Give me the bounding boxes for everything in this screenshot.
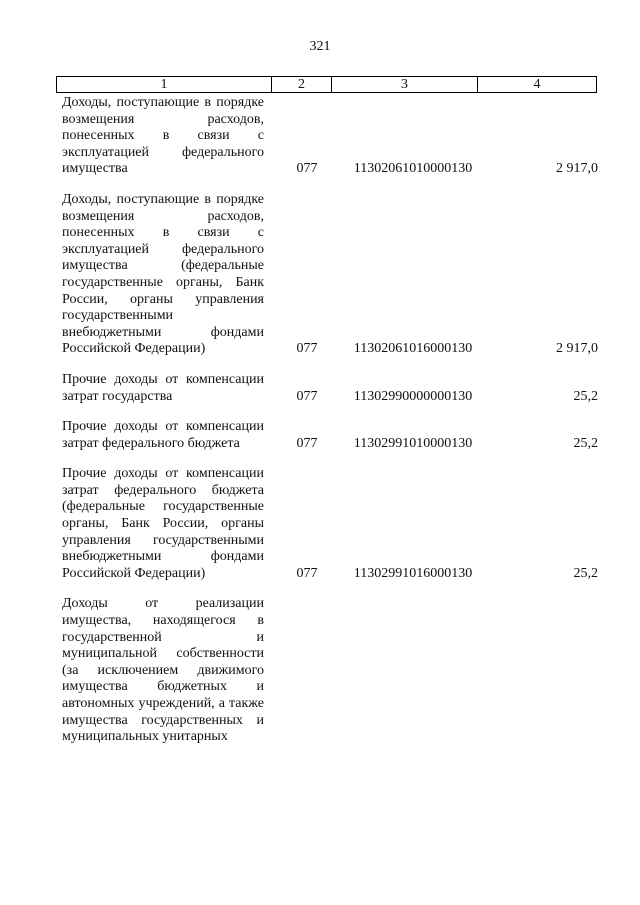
row-amount: 25,2 <box>573 435 598 451</box>
table-row <box>62 419 598 452</box>
header-col-1: 1 <box>57 77 272 92</box>
row-amount: 25,2 <box>573 388 598 404</box>
row-description: Прочие доходы от компенсации затрат федерального бюджета (федеральные государственные органы, Банк России, органы управления государственными внебюджетными фондами Российской Федерации) <box>62 466 264 581</box>
row-description: Доходы, поступающие в порядке возмещения расходов, понесенных в связи с эксплуатацией федерального имущества (федеральные государственные органы, Банк России, органы управления государственными внебюджетными фондами Российской Федерации) <box>62 191 264 357</box>
row-description: Доходы, поступающие в порядке возмещения расходов, понесенных в связи с эксплуатацией федерального имущества <box>62 95 264 177</box>
table-row <box>62 466 598 582</box>
table-row <box>62 192 598 358</box>
row-admin-code: 077 <box>296 341 318 357</box>
row-admin-code: 077 <box>296 388 318 404</box>
table-row <box>62 372 598 405</box>
row-amount: 25,2 <box>573 565 598 581</box>
page-number: 321 <box>309 39 331 54</box>
row-description: Прочие доходы от компенсации затрат федерального бюджета <box>62 419 264 451</box>
row-description: Доходы от реализации имущества, находящегося в государственной и муниципальной собственности (за исключением движимого имущества бюджетных и автономных учреждений, а также имущества государственных и муниципальных унитарных <box>62 596 264 745</box>
header-col-2: 2 <box>272 77 332 92</box>
table-row <box>62 95 598 178</box>
header-col-4: 4 <box>533 77 541 92</box>
header-col-3: 3 <box>332 77 478 92</box>
row-amount: 2 917,0 <box>556 161 598 177</box>
row-admin-code: 077 <box>296 435 318 451</box>
table-body <box>62 95 598 760</box>
row-amount: 2 917,0 <box>556 341 598 357</box>
row-kbk: 11302061010000130 <box>353 161 473 177</box>
row-kbk: 11302990000000130 <box>353 388 473 404</box>
table-header <box>56 76 597 93</box>
row-description: Прочие доходы от компенсации затрат государства <box>62 371 264 404</box>
row-admin-code: 077 <box>296 565 318 581</box>
row-admin-code: 077 <box>296 161 318 177</box>
row-kbk: 11302061016000130 <box>353 341 473 357</box>
row-kbk: 11302991010000130 <box>353 435 473 451</box>
table-row <box>62 596 598 745</box>
row-kbk: 11302991016000130 <box>353 565 473 581</box>
